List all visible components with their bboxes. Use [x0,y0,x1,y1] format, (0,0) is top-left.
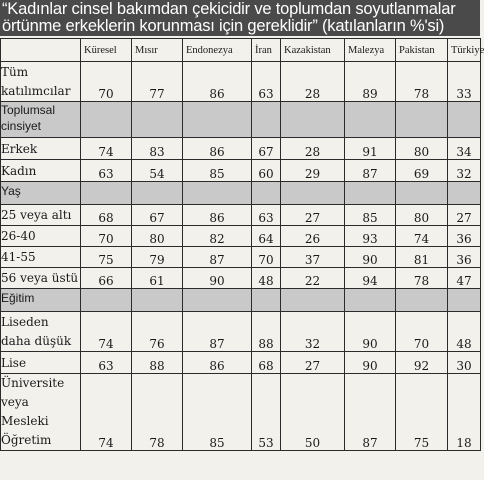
table-row [1,352,481,374]
row-label-line: Üniversite [1,376,65,390]
value-cell: 89 [345,62,396,102]
value-cell: 26 [281,226,345,247]
value-cell: 27 [281,205,345,226]
table-row [1,312,481,352]
survey-table-body [1,62,481,451]
section-header-filler [132,102,183,138]
title-line-1: “Kadınlar cinsel bakımdan çekicidir ve toplumdan soyutlanmalar [2,0,456,18]
value-cell: 22 [281,268,345,289]
row-label-line: 25 veya altı [1,208,72,222]
column-header: Endonezya [183,39,252,62]
value-cell: 37 [281,247,345,268]
value-cell: 93 [345,226,396,247]
section-header-filler [281,289,345,312]
value-cell: 60 [252,160,281,182]
value-cell: 63 [81,160,132,182]
value-cell: 86 [183,62,252,102]
row-label-line: katılımcılar [1,84,71,98]
row-label-line: Kadın [1,164,37,178]
value-cell: 63 [252,62,281,102]
value-cell: 79 [132,247,183,268]
column-header: Mısır [132,39,183,62]
row-label [1,226,81,247]
value-cell: 63 [81,352,132,374]
value-cell: 50 [281,374,345,451]
value-cell: 80 [396,205,448,226]
value-cell: 78 [396,62,448,102]
table-row [1,160,481,182]
row-label-line: Mesleki [1,414,49,428]
section-header-row [1,102,481,138]
value-cell: 77 [132,62,183,102]
section-header-filler [252,289,281,312]
section-header-filler [132,182,183,205]
value-cell: 74 [81,138,132,160]
section-header-filler [448,289,481,312]
value-cell: 87 [183,312,252,352]
value-cell: 36 [448,247,481,268]
corner-cell [1,39,81,62]
value-cell: 87 [183,247,252,268]
row-label-line: 56 veya üstü [1,271,79,285]
value-cell: 88 [132,352,183,374]
value-cell: 88 [252,312,281,352]
section-header-filler [396,102,448,138]
section-header-filler [396,289,448,312]
row-label-line: Liseden [1,315,49,329]
value-cell: 27 [448,205,481,226]
value-cell: 90 [345,352,396,374]
value-cell: 68 [252,352,281,374]
value-cell: 69 [396,160,448,182]
section-header: Yaş [1,182,81,205]
value-cell: 92 [396,352,448,374]
value-cell: 83 [132,138,183,160]
section-header-filler [81,102,132,138]
row-label [1,160,81,182]
value-cell: 85 [183,160,252,182]
value-cell: 34 [448,138,481,160]
section-header-filler [345,289,396,312]
value-cell: 85 [345,205,396,226]
title-line-2: örtünme erkeklerin korunması için gereklidir” (katılanların %'si) [2,17,445,35]
table-row [1,62,481,102]
value-cell: 53 [252,374,281,451]
value-cell: 94 [345,268,396,289]
value-cell: 80 [132,226,183,247]
row-label [1,205,81,226]
row-label-line: Tüm [1,65,29,79]
row-label [1,138,81,160]
value-cell: 36 [448,226,481,247]
survey-table [0,38,484,451]
table-row [1,226,481,247]
value-cell: 70 [81,226,132,247]
column-header: İran [252,39,281,62]
section-header-filler [81,182,132,205]
section-header-filler [396,182,448,205]
value-cell: 85 [183,374,252,451]
section-header-filler [345,102,396,138]
row-label-line: Öğretim [1,433,52,447]
column-header: Malezya [345,39,396,62]
value-cell: 90 [183,268,252,289]
section-header-filler [81,289,132,312]
value-cell: 54 [132,160,183,182]
section-header-filler [281,102,345,138]
value-cell: 28 [281,138,345,160]
section-header: Toplumsal cinsiyet [1,102,81,138]
value-cell: 90 [345,312,396,352]
row-label-line: 26-40 [1,229,36,243]
section-header-filler [183,182,252,205]
value-cell: 74 [81,312,132,352]
table-row [1,138,481,160]
value-cell: 82 [183,226,252,247]
row-label-line: Lise [1,356,27,370]
table-row [1,374,481,451]
value-cell: 78 [396,268,448,289]
section-header-filler [252,182,281,205]
section-header-filler [132,289,183,312]
value-cell: 87 [345,374,396,451]
value-cell: 48 [448,312,481,352]
section-header-filler [281,182,345,205]
value-cell: 30 [448,352,481,374]
section-header-filler [183,289,252,312]
value-cell: 87 [345,160,396,182]
value-cell: 64 [252,226,281,247]
value-cell: 80 [396,138,448,160]
section-header: Eğitim [1,289,81,312]
value-cell: 86 [183,138,252,160]
row-label [1,352,81,374]
value-cell: 91 [345,138,396,160]
value-cell: 74 [81,374,132,451]
value-cell: 47 [448,268,481,289]
table-row [1,205,481,226]
row-label-line: daha düşük [1,334,72,348]
table-row [1,268,481,289]
section-header-row [1,289,481,312]
column-header: Pakistan [396,39,448,62]
value-cell: 18 [448,374,481,451]
column-header-row [1,39,481,62]
value-cell: 70 [252,247,281,268]
value-cell: 75 [81,247,132,268]
value-cell: 63 [252,205,281,226]
section-header-row [1,182,481,205]
value-cell: 86 [183,352,252,374]
value-cell: 48 [252,268,281,289]
value-cell: 28 [281,62,345,102]
value-cell: 29 [281,160,345,182]
value-cell: 68 [81,205,132,226]
section-header-filler [448,182,481,205]
value-cell: 32 [448,160,481,182]
row-label [1,247,81,268]
column-header: Küresel [81,39,132,62]
row-label [1,312,81,352]
row-label-line: Erkek [1,142,38,156]
value-cell: 70 [81,62,132,102]
value-cell: 90 [345,247,396,268]
value-cell: 78 [132,374,183,451]
row-label-line: 41-55 [1,250,36,264]
value-cell: 86 [183,205,252,226]
value-cell: 66 [81,268,132,289]
value-cell: 74 [396,226,448,247]
value-cell: 81 [396,247,448,268]
value-cell: 27 [281,352,345,374]
column-header: Kazakistan [281,39,345,62]
row-label-line: veya [1,395,29,409]
value-cell: 33 [448,62,481,102]
value-cell: 67 [132,205,183,226]
section-header-filler [345,182,396,205]
section-header-filler [183,102,252,138]
section-header-filler [252,102,281,138]
table-row [1,247,481,268]
title-banner [0,0,480,36]
row-label [1,62,81,102]
value-cell: 75 [396,374,448,451]
value-cell: 32 [281,312,345,352]
section-header-filler [448,102,481,138]
value-cell: 76 [132,312,183,352]
row-label [1,268,81,289]
row-label [1,374,81,451]
column-header: Türkiye [448,39,481,62]
value-cell: 67 [252,138,281,160]
value-cell: 61 [132,268,183,289]
value-cell: 70 [396,312,448,352]
